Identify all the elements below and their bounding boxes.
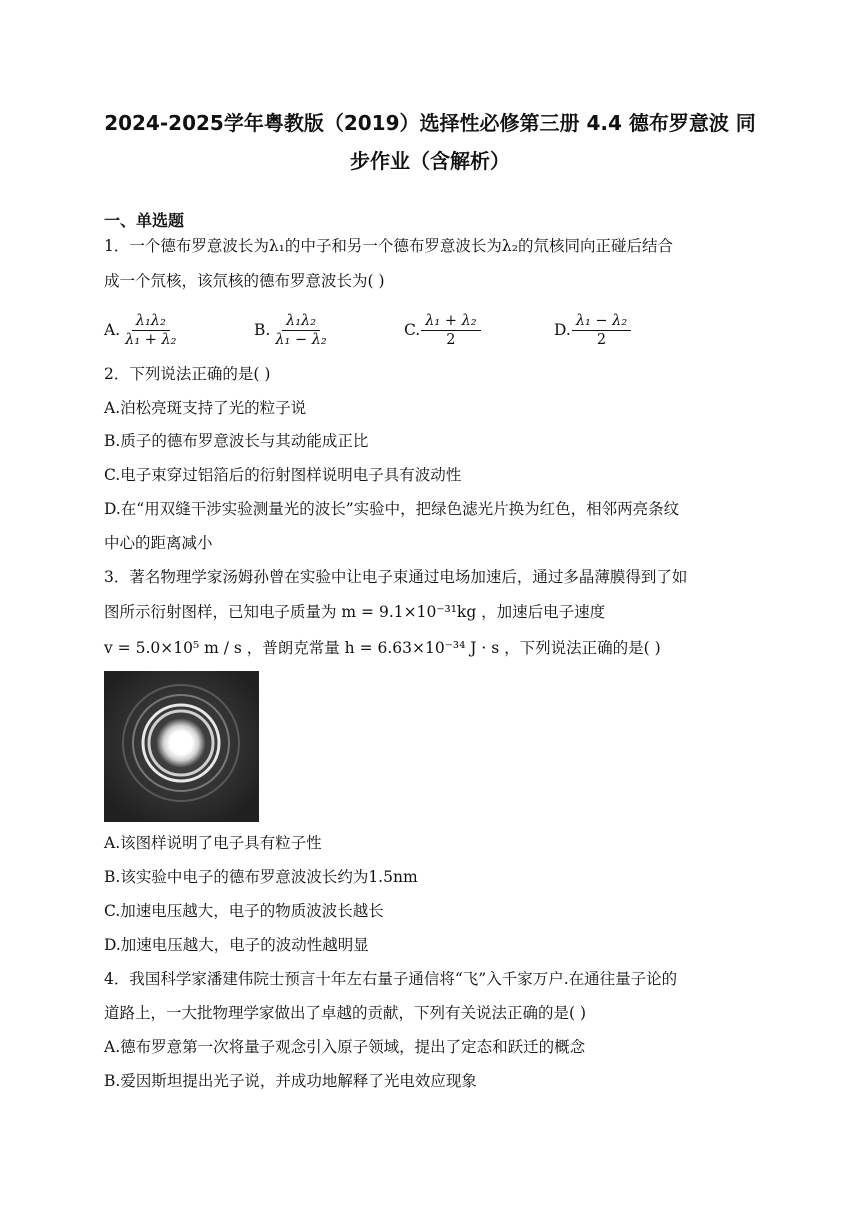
q1-option-d (554, 306, 631, 354)
fraction-numerator: λ₁ − λ₂ (572, 313, 631, 331)
q2-option-d-cont: 中心的距离减小 (104, 534, 213, 552)
fraction-numerator: λ₁λ₂ (282, 313, 320, 331)
title-line-1: 2024-2025学年粤教版（2019）选择性必修第三册 4.4 德布罗意波 同 (104, 111, 756, 135)
q3-option-c: C.加速电压越大，电子的物质波波长越长 (104, 902, 384, 920)
fraction (121, 313, 180, 348)
title-line-2: 步作业（含解析） (350, 149, 510, 173)
fraction (421, 313, 480, 348)
option-label: B. (254, 321, 271, 339)
q1-option-c (404, 306, 481, 354)
section-heading: 一、单选题 (104, 211, 185, 230)
document-title (80, 104, 780, 180)
q2-option-d: D.在“用双缝干涉实验测量光的波长”实验中，把绿色滤光片换为红色，相邻两亮条纹 (104, 500, 680, 518)
option-label: C. (404, 321, 421, 339)
q3-option-d: D.加速电压越大，电子的波动性越明显 (104, 936, 369, 954)
fraction (271, 313, 330, 348)
diffraction-pattern-image (104, 671, 259, 822)
q3-option-b: B.该实验中电子的德布罗意波波长约为1.5nm (104, 868, 418, 886)
q4-stem-line-1: 4．我国科学家潘建伟院士预言十年左右量子通信将“飞”入千家万户.在通往量子论的 (104, 970, 678, 988)
q2-option-c: C.电子束穿过铝箔后的衍射图样说明电子具有波动性 (104, 466, 462, 484)
q4-option-b: B.爱因斯坦提出光子说，并成功地解释了光电效应现象 (104, 1072, 477, 1090)
fraction (572, 313, 631, 348)
q1-stem-line-1: 1．一个德布罗意波长为λ₁的中子和另一个德布罗意波长为λ₂的氘核同向正碰后结合 (104, 237, 673, 255)
fraction-numerator: λ₁λ₂ (132, 313, 170, 331)
q2-stem: 2．下列说法正确的是( ) (104, 365, 271, 383)
option-label: A. (104, 321, 121, 339)
fraction-denominator: λ₁ + λ₂ (125, 331, 177, 348)
q3-stem-line-1: 3．著名物理学家汤姆孙曾在实验中让电子束通过电场加速后，通过多晶薄膜得到了如 (104, 568, 688, 586)
q3-option-a: A.该图样说明了电子具有粒子性 (104, 834, 322, 852)
q2-option-b: B.质子的德布罗意波长与其动能成正比 (104, 432, 369, 450)
q1-option-a (104, 306, 181, 354)
fraction-denominator: λ₁ − λ₂ (275, 331, 327, 348)
fraction-numerator: λ₁ + λ₂ (421, 313, 480, 331)
q1-option-b (254, 306, 331, 354)
q3-stem-line-3: v = 5.0×10⁵ m / s ，普朗克常量 h = 6.63×10⁻³⁴ J · s ，下列说法正确的是( ) (104, 639, 661, 657)
q4-stem-line-2: 道路上，一大批物理学家做出了卓越的贡献，下列有关说法正确的是( ) (104, 1004, 587, 1022)
diffraction-rings (104, 671, 259, 822)
fraction-denominator: 2 (446, 331, 456, 348)
q4-option-a: A.德布罗意第一次将量子观念引入原子领域，提出了定态和跃迁的概念 (104, 1038, 586, 1056)
q2-option-a: A.泊松亮斑支持了光的粒子说 (104, 399, 307, 417)
option-label: D. (554, 321, 571, 339)
fraction-denominator: 2 (596, 331, 607, 348)
q1-stem-line-2: 成一个氘核，该氘核的德布罗意波长为( ) (104, 272, 385, 290)
q3-stem-line-2: 图所示衍射图样，已知电子质量为 m = 9.1×10⁻³¹kg ，加速后电子速度 (104, 603, 606, 621)
